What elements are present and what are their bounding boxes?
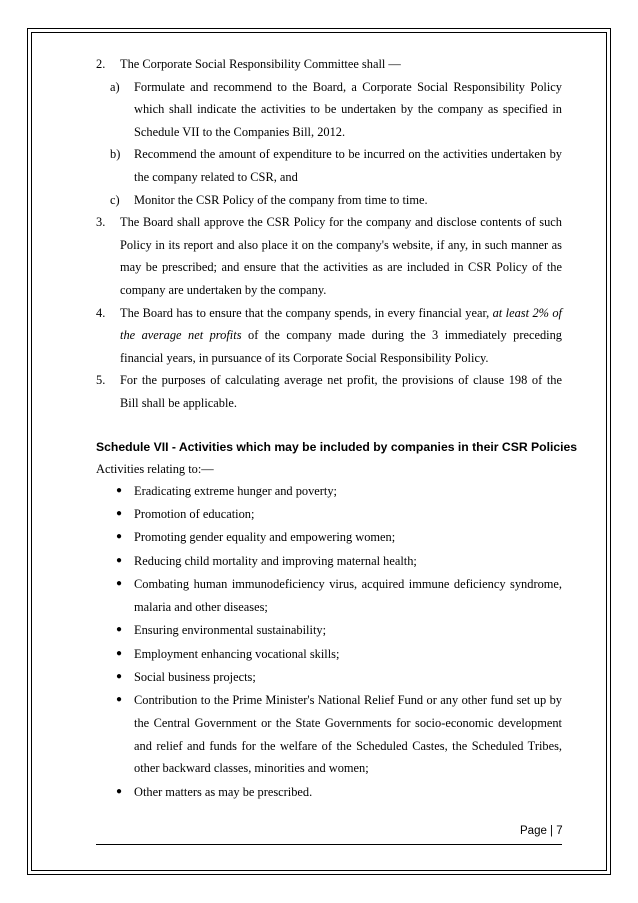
sub-item-label: b) (110, 147, 121, 162)
footer-divider (96, 844, 562, 845)
list-item-text: Reducing child mortality and improving maternal health; (134, 553, 417, 568)
bullet-icon: ● (116, 694, 123, 706)
item-text-after: of the company made during the 3 immediately preceding financial years, in pursuance of its Corporate Social Responsibility Policy. (120, 328, 562, 365)
item-text-emphasis: at least 2% of the average net profits (120, 305, 562, 343)
activities-list (96, 480, 562, 804)
list-item (96, 781, 562, 804)
item-number: 5. (96, 373, 106, 388)
bullet-icon: ● (116, 507, 123, 519)
list-item (96, 503, 562, 526)
list-item-text: Promoting gender equality and empowering women; (134, 530, 396, 545)
bullet-icon: ● (116, 484, 123, 496)
bullet-icon: ● (116, 785, 123, 797)
sub-item-b (96, 143, 562, 188)
schedule-heading: Schedule VII - Activities which may be included by companies in their CSR Policies (96, 439, 578, 454)
list-item-text: Contribution to the Prime Minister's National Relief Fund or any other fund set up by the Central Government or the State Governments for socio-economic development and relief and funds for the welfare of the Scheduled Castes, the Scheduled Tribes, other backward classes, minorities and women; (134, 693, 562, 776)
list-item (96, 550, 562, 573)
list-item (96, 689, 562, 780)
list-item (96, 480, 562, 503)
list-item (96, 573, 562, 618)
numbered-item-5 (96, 369, 562, 414)
sub-item-text: Formulate and recommend to the Board, a Corporate Social Responsibility Policy which shall indicate the activities to be undertaken by the company as specified in Schedule VII to the Companies Bill, 2012. (134, 79, 562, 139)
page-number: Page | 7 (520, 825, 563, 837)
item-text: The Corporate Social Responsibility Committee shall — (120, 57, 401, 71)
sub-item-label: c) (110, 192, 120, 207)
list-item-text: Employment enhancing vocational skills; (134, 646, 340, 661)
bullet-icon: ● (116, 531, 123, 543)
item-text-before: The Board has to ensure that the company spends, in every financial year, (120, 305, 493, 320)
sub-item-c (96, 189, 562, 212)
bullet-icon: ● (116, 647, 123, 659)
item-text: The Board shall approve the CSR Policy for the company and disclose contents of such Policy in its report and also place it on the company's website, if any, in such manner as may be prescribed; and ensure that the activities as are included in CSR Policy of the company are undertaken by the company. (120, 215, 562, 297)
bullet-icon: ● (116, 624, 123, 636)
numbered-item-2 (96, 53, 562, 76)
list-item-text: Promotion of education; (134, 506, 255, 521)
list-item-text: Other matters as may be prescribed. (134, 784, 313, 799)
sub-item-text: Recommend the amount of expenditure to be incurred on the activities undertaken by the company related to CSR, and (134, 147, 562, 184)
item-text (120, 302, 562, 370)
item-number: 2. (96, 57, 106, 71)
item-text: For the purposes of calculating average net profit, the provisions of clause 198 of the Bill shall be applicable. (120, 373, 562, 410)
document-body (96, 53, 578, 804)
list-item (96, 526, 562, 549)
numbered-item-4 (96, 302, 562, 370)
numbered-item-3 (96, 211, 562, 301)
list-item (96, 619, 562, 642)
sub-item-label: a) (110, 79, 120, 94)
list-item-text: Social business projects; (134, 669, 256, 684)
sub-item-a (96, 76, 562, 144)
list-item-text: Combating human immunodeficiency virus, acquired immune deficiency syndrome, malaria and other diseases; (134, 577, 562, 614)
item-number: 4. (96, 305, 106, 320)
schedule-intro: Activities relating to:— (96, 461, 214, 476)
list-item-text: Eradicating extreme hunger and poverty; (134, 483, 337, 498)
sub-item-text: Monitor the CSR Policy of the company from time to time. (134, 192, 428, 207)
list-item (96, 643, 562, 666)
bullet-icon: ● (116, 670, 123, 682)
bullet-icon: ● (116, 554, 123, 566)
list-item (96, 666, 562, 689)
list-item-text: Ensuring environmental sustainability; (134, 623, 327, 638)
item-number: 3. (96, 215, 106, 230)
bullet-icon: ● (116, 578, 123, 590)
